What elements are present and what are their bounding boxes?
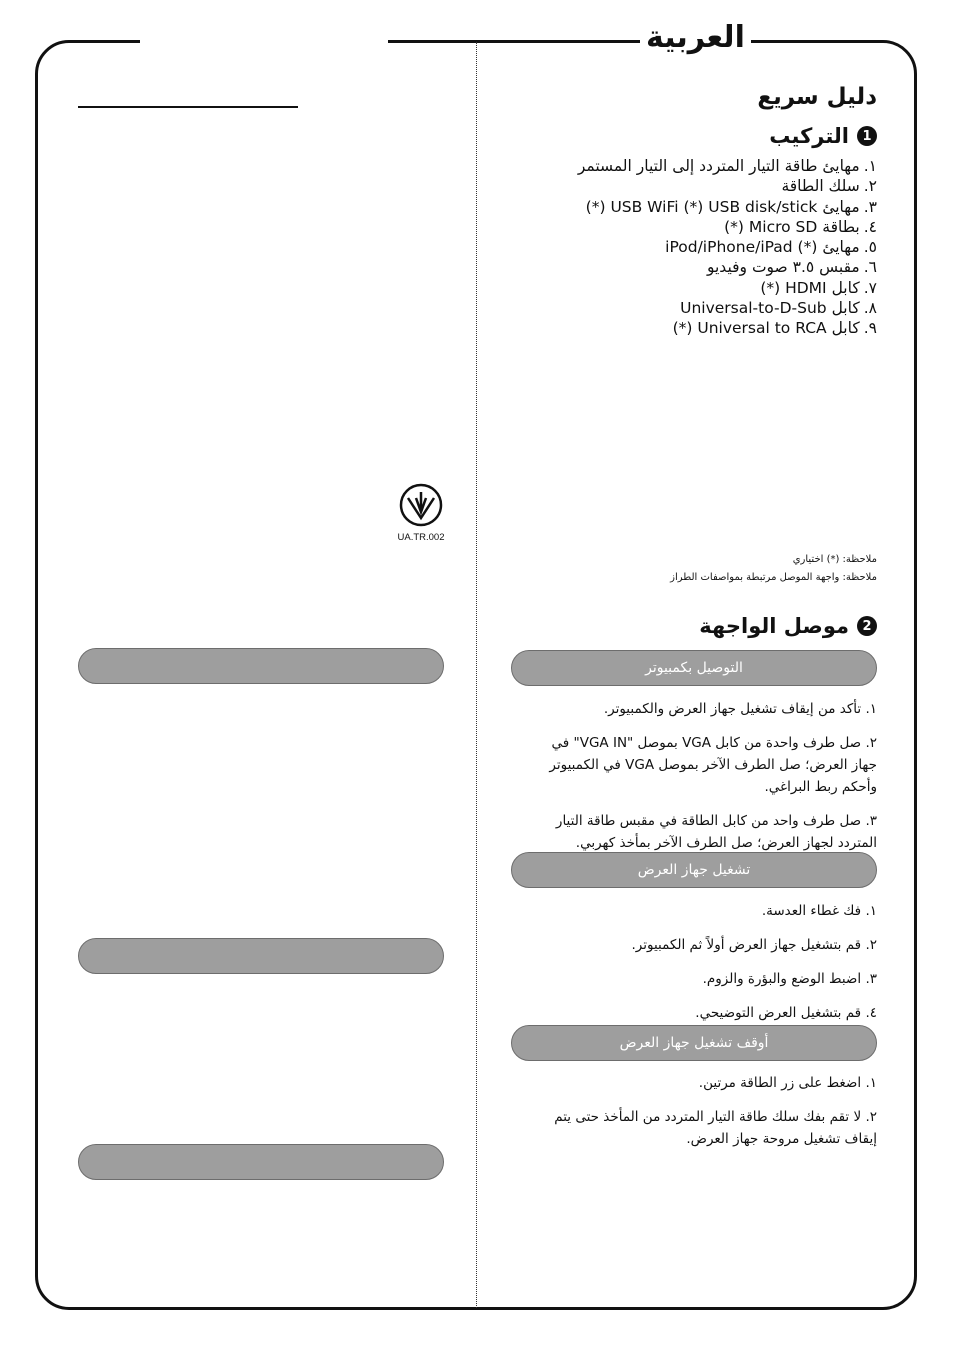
- list-item: ١.مهايئ طاقة التيار المتردد إلى التيار المستمر: [577, 157, 877, 175]
- list-item: ٥.مهايئ (*) iPod/iPhone/iPad: [665, 238, 877, 257]
- certification-mark: [394, 482, 448, 543]
- left-header-bar: [78, 1144, 444, 1180]
- title-rule-left: [388, 40, 640, 43]
- interface-title: موصل الواجهة: [699, 614, 849, 638]
- installation-heading: [769, 124, 877, 148]
- list-item: ٢.سلك الطاقة: [781, 177, 877, 196]
- section-number-badge: 2: [857, 616, 877, 636]
- list-item: ٩.كابل Universal to RCA (*): [672, 319, 877, 338]
- column-divider: [476, 42, 477, 1308]
- quick-guide-title: دليل سريع: [757, 84, 877, 110]
- section-number-badge: 1: [857, 126, 877, 146]
- list-item: ١. تأكد من إيقاف تشغيل جهاز العرض والكمبيوتر.: [603, 701, 877, 717]
- list-item: ٣. اضبط الوضع والبؤرة والزوم.: [702, 971, 877, 987]
- list-item: ٦.مقبس ٣.٥ صوت وفيديو: [706, 258, 877, 277]
- page-title: العربية: [640, 18, 751, 58]
- list-item: ٧.كابل HDMI (*): [760, 278, 877, 297]
- list-item: ٢. لا تقم بفك سلك طاقة التيار المتردد من المأخذ حتى يتم إيقاف تشغيل مروحة جهاز العرض.: [554, 1109, 877, 1147]
- list-item: ٤.بطاقة Micro SD (*): [724, 217, 877, 236]
- installation-title: التركيب: [769, 124, 849, 148]
- list-item: ٢. صل طرف واحدة من كابل VGA بموصل "VGA IN" في جهاز العرض؛ صل الطرف الآخر بموصل VGA في الكمبيوتر وأحكم ربط البراغي.: [549, 735, 877, 795]
- list-item: ١. فك غطاء العدسة.: [761, 903, 877, 919]
- left-header-line: [78, 106, 298, 108]
- power-on-header: تشغيل جهاز العرض: [511, 852, 877, 888]
- left-header-bar: [78, 648, 444, 684]
- power-off-steps: [527, 1072, 877, 1162]
- list-item: ١. اضغط على زر الطاقة مرتين.: [698, 1075, 877, 1091]
- title-rule-right: [750, 40, 780, 43]
- note-connector: ملاحظة: واجهة الموصل مرتبطة بمواصفات الطراز: [670, 572, 877, 583]
- ua-conformity-icon: [398, 482, 444, 528]
- connect-steps: [527, 698, 877, 866]
- list-item: ٣.مهايئ USB WiFi (*) USB disk/stick (*): [585, 197, 877, 216]
- interface-heading: [699, 614, 877, 638]
- power-on-steps: [527, 900, 877, 1036]
- frame-gap-left: [140, 28, 388, 54]
- list-item: ٣. صل طرف واحد من كابل الطاقة في مقبس طاقة التيار المتردد لجهاز العرض؛ صل الطرف الآخر بمأخذ كهربي.: [555, 813, 877, 851]
- certification-code: UA.TR.002: [397, 532, 445, 543]
- left-header-bar: [78, 938, 444, 974]
- list-item: ٨.كابل Universal-to-D-Sub: [680, 299, 877, 318]
- list-item: ٢. قم بتشغيل جهاز العرض أولاً ثم الكمبيوتر.: [631, 937, 877, 953]
- note-optional: ملاحظة: (*) اختياري: [792, 554, 877, 565]
- power-off-header: أوقف تشغيل جهاز العرض: [511, 1025, 877, 1061]
- list-item: ٤. قم بتشغيل العرض التوضيحي.: [695, 1005, 877, 1021]
- parts-list: [578, 156, 877, 339]
- connect-computer-header: التوصيل بكمبيوتر: [511, 650, 877, 686]
